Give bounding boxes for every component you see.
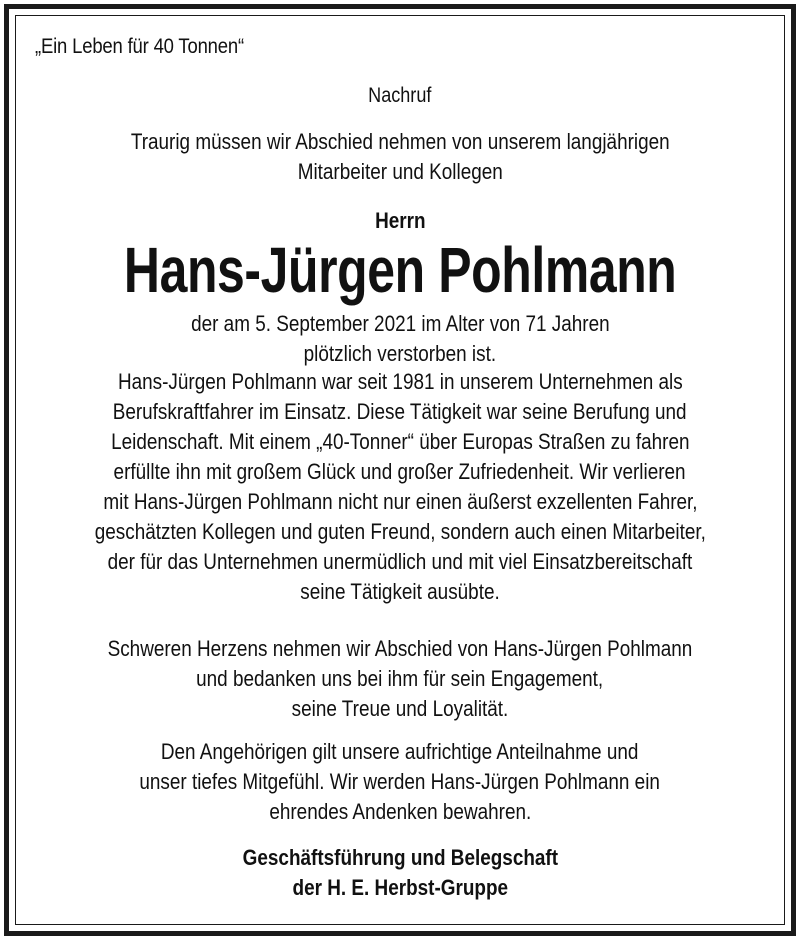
notice-label: Nachruf <box>368 84 432 107</box>
body-paragraph-1 <box>15 367 785 607</box>
death-notice-line: plötzlich verstorben ist. <box>303 341 497 366</box>
paragraph-line: ehrendes Andenken bewahren. <box>269 799 531 824</box>
intro-line: Mitarbeiter und Kollegen <box>297 159 503 184</box>
paragraph-line: Hans-Jürgen Pohlmann war seit 1981 in unserem Unternehmen als <box>117 369 683 394</box>
signature-line: der H. E. Herbst-Gruppe <box>292 875 508 900</box>
paragraph-line: seine Tätigkeit ausübte. <box>300 579 500 604</box>
body-paragraph-2 <box>15 634 785 724</box>
death-notice-line: der am 5. September 2021 im Alter von 71 Jahren <box>190 311 610 336</box>
paragraph-line: unser tiefes Mitgefühl. Wir werden Hans-Jürgen Pohlmann ein <box>139 769 661 794</box>
salutation: Herrn <box>374 208 426 233</box>
salutation-block <box>15 206 785 236</box>
obituary-notice <box>15 15 785 925</box>
paragraph-line: Den Angehörigen gilt unsere aufrichtige Anteilnahme und <box>161 739 639 764</box>
body-paragraph-3 <box>15 737 785 827</box>
notice-label-block <box>15 81 785 111</box>
paragraph-line: geschätzten Kollegen und guten Freund, sondern auch einen Mitarbeiter, <box>94 519 706 544</box>
paragraph-line: mit Hans-Jürgen Pohlmann nicht nur einen äußerst exzellenten Fahrer, <box>102 489 698 514</box>
paragraph-line: erfüllte ihn mit großem Glück und großer Zufriedenheit. Wir verlieren <box>113 459 687 484</box>
paragraph-line: Leidenschaft. Mit einem „40-Tonner“ über Europas Straßen zu fahren <box>110 429 690 454</box>
deceased-name-block <box>15 235 785 305</box>
intro-line: Traurig müssen wir Abschied nehmen von unserem langjährigen <box>130 129 670 154</box>
paragraph-line: der für das Unternehmen unermüdlich und mit viel Einsatzbereitschaft <box>107 549 693 574</box>
paragraph-line: seine Treue und Loyalität. <box>291 696 509 721</box>
headline: „Ein Leben für 40 Tonnen“ <box>35 35 244 58</box>
paragraph-line: Schweren Herzens nehmen wir Abschied von Hans-Jürgen Pohlmann <box>107 636 693 661</box>
deceased-name: Hans-Jürgen Pohlmann <box>123 234 677 306</box>
signature-line: Geschäftsführung und Belegschaft <box>242 845 558 870</box>
signature <box>15 843 785 903</box>
death-notice <box>15 309 785 369</box>
intro-text <box>15 127 785 187</box>
paragraph-line: Berufskraftfahrer im Einsatz. Diese Tätigkeit war seine Berufung und <box>113 399 687 424</box>
paragraph-line: und bedanken uns bei ihm für sein Engagement, <box>196 666 604 691</box>
